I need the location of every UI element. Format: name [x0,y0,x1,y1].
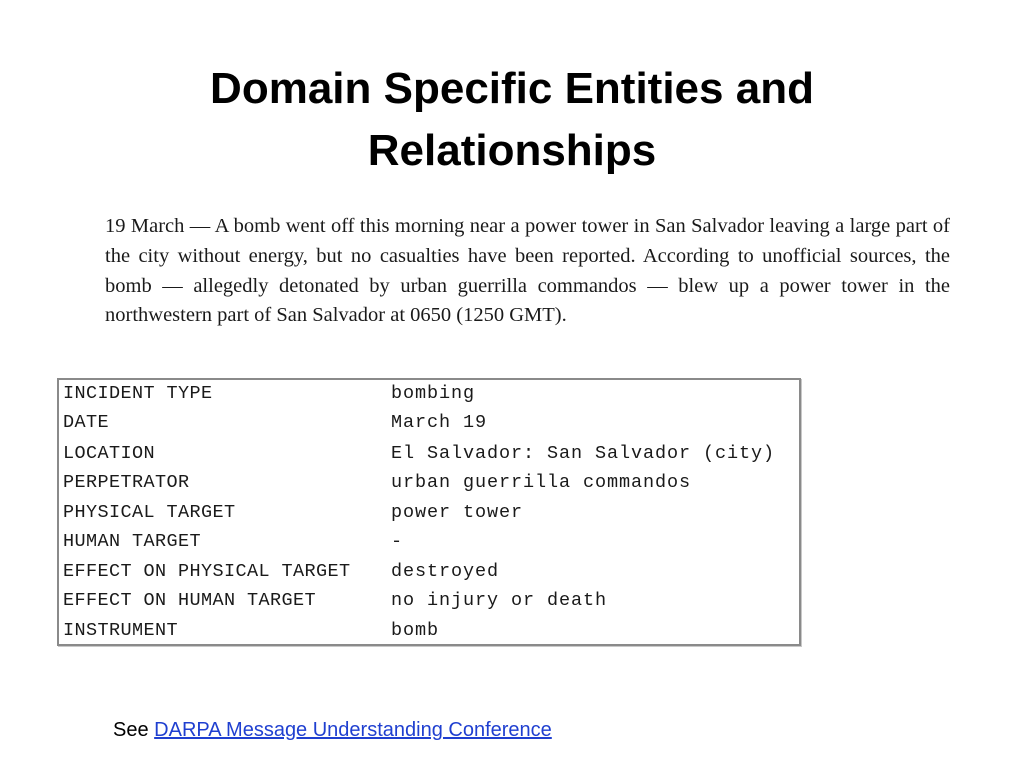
slot-name-physical-target: PHYSICAL TARGET [63,502,236,523]
news-passage-text: 19 March — A bomb went off this morning near a power tower in San Salvador leaving a large part of the city without energy, but no casualties have been reported. According to unofficial sources, the bomb — allegedly detonated by urban guerrilla commandos — blew up a power tower in the northwestern part of San Salvador at 0650 (1250 GMT). [105,215,950,327]
extraction-template-table [57,378,801,646]
slot-value-instrument: bomb [391,620,440,641]
reference-footer [113,716,552,744]
slide-title-line-1: Domain Specific Entities and [210,64,814,113]
slot-name-perpetrator: PERPETRATOR [63,472,190,493]
slot-value-location: El Salvador: San Salvador (city) [391,443,776,464]
slot-value-human-target: - [391,531,404,552]
news-passage [105,212,950,331]
reference-prefix: See [113,719,155,741]
slot-name-effect-on-physical-target: EFFECT ON PHYSICAL TARGET [63,561,351,582]
slide-title [80,58,944,182]
slot-value-date: March 19 [391,412,488,433]
slot-name-instrument: INSTRUMENT [63,620,179,641]
slot-name-incident-type: INCIDENT TYPE [63,383,213,404]
slot-value-perpetrator: urban guerrilla commandos [391,472,692,493]
slot-value-effect-on-physical-target: destroyed [391,561,500,582]
slot-name-effect-on-human-target: EFFECT ON HUMAN TARGET [63,590,317,611]
slot-value-incident-type: bombing [391,383,476,404]
slot-value-effect-on-human-target: no injury or death [391,590,608,611]
slot-value-physical-target: power tower [391,502,524,523]
darpa-muc-link[interactable]: DARPA Message Understanding Conference [154,719,552,741]
slot-name-human-target: HUMAN TARGET [63,531,202,552]
slide-title-line-2: Relationships [367,126,657,175]
slot-name-date: DATE [63,412,110,433]
slot-name-location: LOCATION [63,443,156,464]
